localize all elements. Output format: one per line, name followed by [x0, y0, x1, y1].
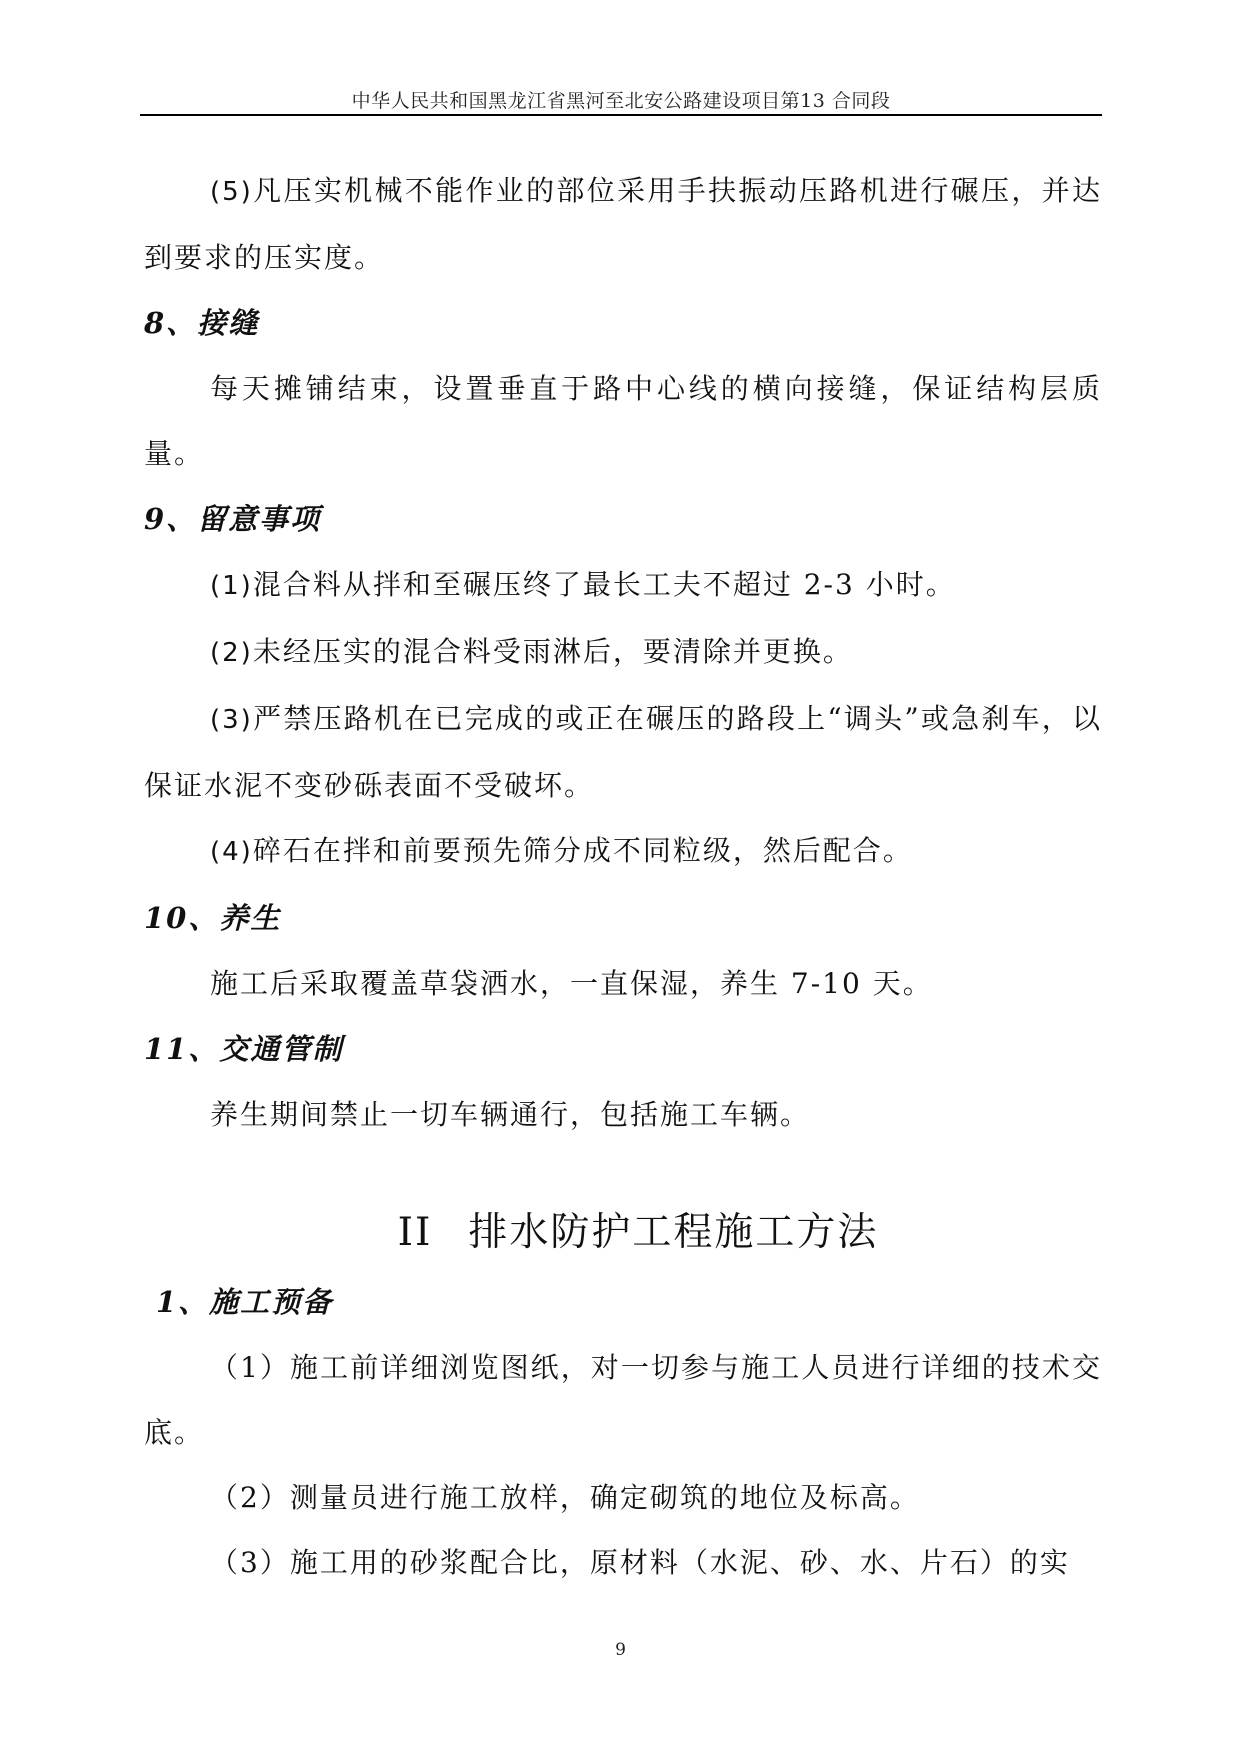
item-text: 混合料从拌和至碾压终了最长工夫不超过 2-3 小时。 — [252, 568, 956, 601]
paragraph-joint: 每天摊铺结束，设置垂直于路中心线的横向接缝，保证结构层质量。 — [144, 372, 1102, 470]
section-roman: II — [397, 1210, 433, 1255]
page-body — [144, 158, 1102, 1595]
section-title-text: 排水防护工程施工方法 — [468, 1210, 879, 1255]
heading-joint: 8、接缝 — [144, 306, 260, 340]
item-text: 碎石在拌和前要预先筛分成不同粒级，然后配合。 — [252, 834, 913, 867]
section-gap — [144, 1147, 1102, 1197]
prep-item-1: （1）施工前详细浏览图纸，对一切参与施工人员进行详细的技术交底。 — [144, 1351, 1102, 1449]
item-text: 严禁压路机在已完成的或正在碾压的路段上“调头”或急刹车，以保证水泥不变砂砾表面不受破坏。 — [144, 702, 1102, 802]
note-3 — [144, 686, 1102, 818]
paragraph-traffic: 养生期间禁止一切车辆通行，包括施工车辆。 — [210, 1098, 811, 1131]
item-number: (5) — [210, 177, 253, 207]
note-4 — [144, 818, 1102, 885]
page-number: 9 — [615, 1640, 626, 1660]
note-2 — [144, 619, 1102, 686]
item-number: (3) — [210, 705, 253, 735]
heading-curing: 10、养生 — [144, 901, 282, 935]
item-text: 凡压实机械不能作业的部位采用手扶振动压路机进行碾压，并达到要求的压实度。 — [144, 174, 1102, 274]
note-1 — [144, 552, 1102, 619]
prep-item-3: （3）施工用的砂浆配合比，原材料（水泥、砂、水、片石）的实 — [210, 1546, 1070, 1579]
prep-item-2: （2）测量员进行施工放样，确定砌筑的地位及标高。 — [210, 1481, 920, 1514]
header-rule — [140, 114, 1102, 116]
running-header: 中华人民共和国黑龙江省黑河至北安公路建设项目第13 合同段 — [351, 90, 891, 112]
heading-preparation: 1、施工预备 — [156, 1285, 334, 1319]
heading-notes: 9、留意事项 — [144, 502, 322, 536]
item-number: (4) — [210, 837, 253, 867]
heading-traffic: 11、交通管制 — [144, 1032, 344, 1066]
item-number: (1) — [210, 571, 253, 601]
item-number: (2) — [210, 638, 253, 668]
item-text: 未经压实的混合料受雨淋后，要清除并更换。 — [252, 635, 853, 668]
section-title — [144, 1197, 1102, 1269]
paragraph-curing: 施工后采取覆盖草袋洒水，一直保湿，养生 7-10 天。 — [210, 967, 933, 1000]
paragraph-5 — [144, 158, 1102, 290]
